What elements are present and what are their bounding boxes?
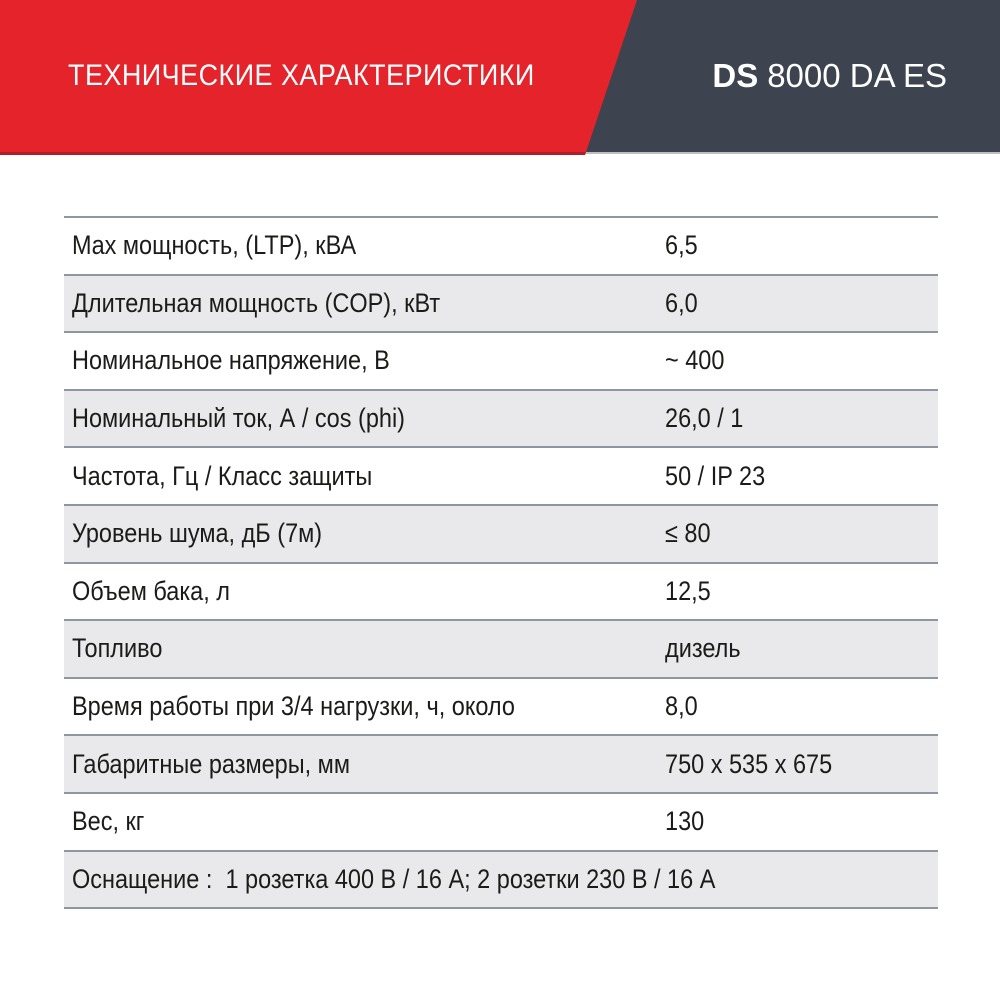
table-row xyxy=(64,446,938,504)
spec-label: Время работы при 3/4 нагрузки, ч, около xyxy=(72,691,515,722)
equipment-text: Оснащение : 1 розетка 400 В / 16 А; 2 розетки 230 В / 16 А xyxy=(72,863,716,894)
table-row xyxy=(64,331,938,389)
spec-label: Max мощность, (LTP), кВА xyxy=(72,230,357,261)
spec-label: Номинальный ток, А / cos (phi) xyxy=(72,403,405,434)
spec-value: ≤ 80 xyxy=(665,518,711,549)
table-row xyxy=(64,216,938,274)
spec-value: 6,5 xyxy=(665,230,698,261)
spec-value: 6,0 xyxy=(665,287,698,318)
table-row xyxy=(64,792,938,850)
spec-value: 750 x 535 x 675 xyxy=(665,748,833,779)
table-row xyxy=(64,619,938,677)
spec-table xyxy=(64,216,938,909)
table-row xyxy=(64,562,938,620)
spec-label: Номинальное напряжение, В xyxy=(72,345,390,376)
spec-value: 12,5 xyxy=(665,575,711,606)
spec-label: Габаритные размеры, мм xyxy=(72,748,350,779)
table-row xyxy=(64,504,938,562)
equipment-row xyxy=(64,850,938,908)
model-badge xyxy=(712,0,947,152)
spec-value: 50 / IP 23 xyxy=(665,460,766,491)
header-band xyxy=(0,0,1000,155)
spec-label: Длительная мощность (COP), кВт xyxy=(72,287,441,318)
spec-value: 8,0 xyxy=(665,691,698,722)
spec-value: дизель xyxy=(665,633,741,664)
table-row xyxy=(64,734,938,792)
spec-label: Объем бака, л xyxy=(72,575,230,606)
spec-label: Топливо xyxy=(72,633,163,664)
table-row xyxy=(64,389,938,447)
model-series: DS xyxy=(712,57,759,94)
table-row xyxy=(64,274,938,332)
spec-value: 130 xyxy=(665,806,705,837)
spec-value: 26,0 / 1 xyxy=(665,403,744,434)
page-title: ТЕХНИЧЕСКИЕ ХАРАКТЕРИСТИКИ xyxy=(68,59,535,92)
model-number: 8000 DA ES xyxy=(767,57,947,94)
spec-label: Вес, кг xyxy=(72,806,145,837)
spec-label: Уровень шума, дБ (7м) xyxy=(72,518,323,549)
table-row xyxy=(64,677,938,735)
spec-value: ~ 400 xyxy=(665,345,725,376)
spec-label: Частота, Гц / Класс защиты xyxy=(72,460,373,491)
